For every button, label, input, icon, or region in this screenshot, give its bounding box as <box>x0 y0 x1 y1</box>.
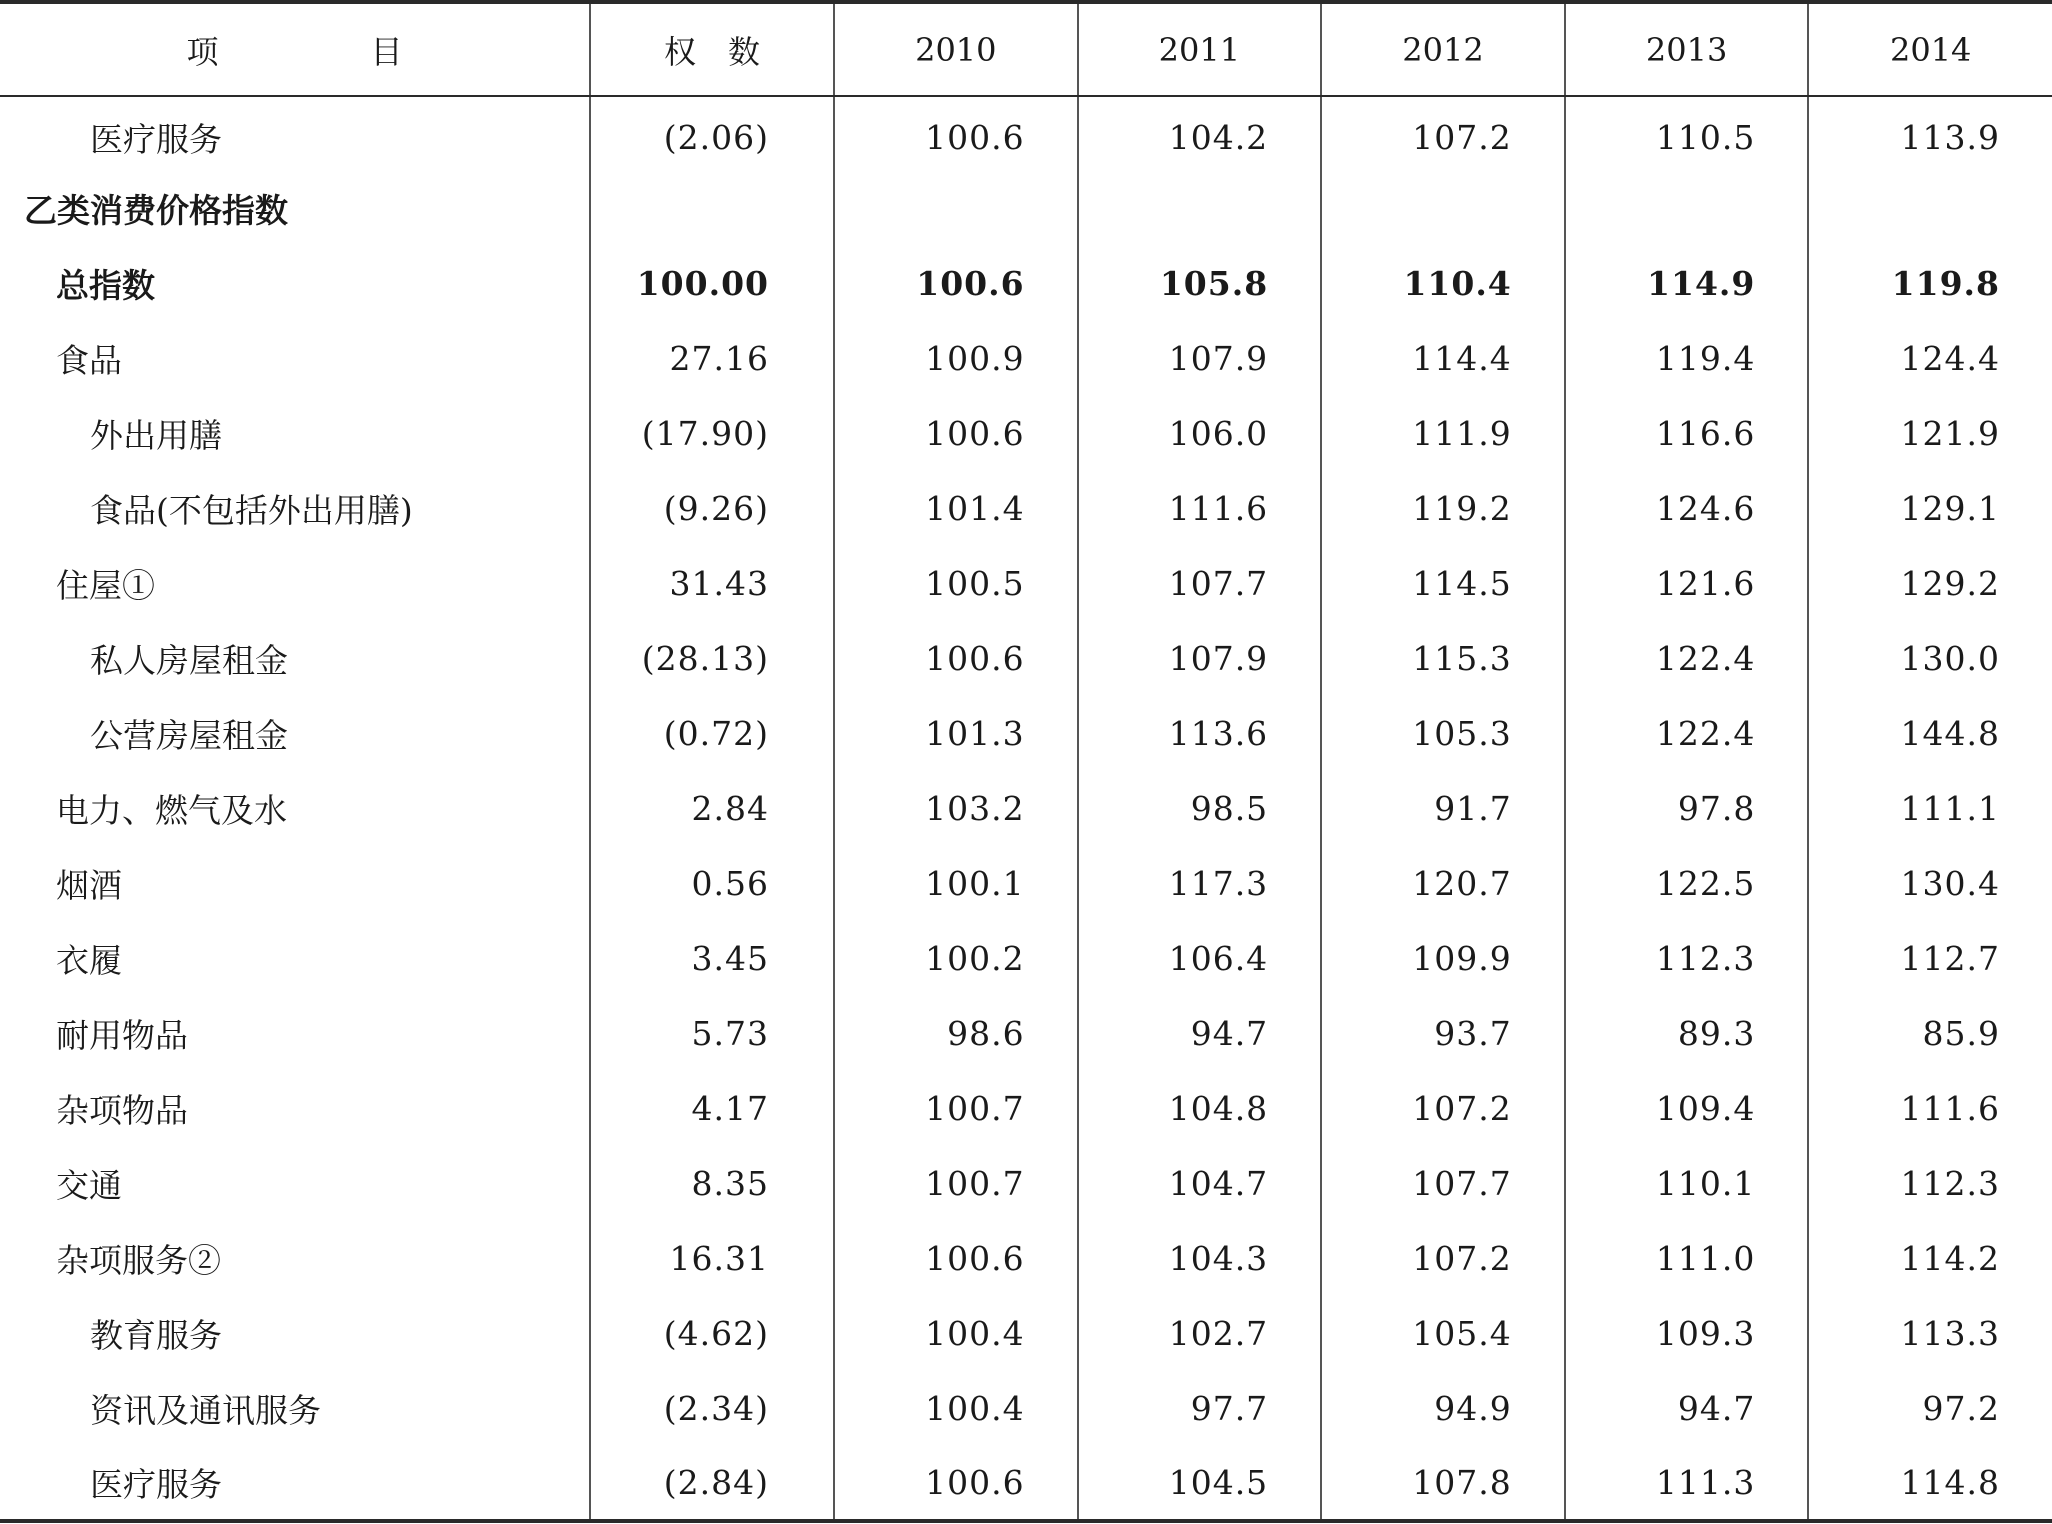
row-value-2014: 121.9 <box>1808 396 2052 471</box>
row-value-2012: 105.3 <box>1321 696 1565 771</box>
row-label: 交通 <box>56 1166 122 1205</box>
row-value-2014: 130.4 <box>1808 846 2052 921</box>
row-value-2010: 101.4 <box>834 471 1078 546</box>
row-value-2014: 97.2 <box>1808 1371 2052 1446</box>
row-value-2014: 130.0 <box>1808 621 2052 696</box>
table-row <box>0 1221 2052 1296</box>
row-value-2012: 107.2 <box>1321 1221 1565 1296</box>
row-value-2010: 100.1 <box>834 846 1078 921</box>
row-value-2011: 107.9 <box>1078 321 1322 396</box>
row-value-2014: 114.2 <box>1808 1221 2052 1296</box>
row-weight <box>590 171 834 246</box>
row-label: 食品 <box>56 341 122 380</box>
row-value-2013: 109.4 <box>1565 1071 1809 1146</box>
row-value-2010: 100.7 <box>834 1071 1078 1146</box>
row-value-2012: 119.2 <box>1321 471 1565 546</box>
row-value-2014: 114.8 <box>1808 1446 2052 1521</box>
row-label: 医疗服务 <box>90 119 222 159</box>
row-value-2013: 94.7 <box>1565 1371 1809 1446</box>
table-row <box>0 96 2052 171</box>
row-value-2012: 91.7 <box>1321 771 1565 846</box>
row-label: 杂项服务② <box>56 1241 221 1280</box>
row-value-2012: 120.7 <box>1321 846 1565 921</box>
row-value-2013: 122.4 <box>1565 621 1809 696</box>
row-value-2013: 119.4 <box>1565 321 1809 396</box>
header-year-2010: 2010 <box>834 2 1078 96</box>
row-value-2012: 111.9 <box>1321 396 1565 471</box>
row-value-2012: 109.9 <box>1321 921 1565 996</box>
row-value-2013: 121.6 <box>1565 546 1809 621</box>
table-row <box>0 621 2052 696</box>
row-value-2014: 119.8 <box>1808 246 2052 321</box>
row-value-2012: 107.2 <box>1321 1071 1565 1146</box>
row-value-2011: 104.3 <box>1078 1221 1322 1296</box>
row-weight: 3.45 <box>590 921 834 996</box>
row-label: 医疗服务 <box>0 1446 590 1521</box>
row-value-2010: 103.2 <box>834 771 1078 846</box>
row-label: 衣履 <box>56 941 122 980</box>
row-weight: 100.00 <box>590 246 834 321</box>
row-label: 外出用膳 <box>90 416 222 455</box>
row-value-2013: 109.3 <box>1565 1296 1809 1371</box>
row-weight: 0.56 <box>590 846 834 921</box>
row-value-2014: 113.3 <box>1808 1296 2052 1371</box>
row-weight: 2.84 <box>590 771 834 846</box>
row-value-2013: 110.1 <box>1565 1146 1809 1221</box>
row-value-2010: 100.6 <box>834 396 1078 471</box>
table-header <box>0 2 2052 96</box>
row-weight: 8.35 <box>590 1146 834 1221</box>
row-value-2011: 105.8 <box>1078 246 1322 321</box>
table-row <box>0 246 2052 321</box>
row-value-2010: 100.5 <box>834 546 1078 621</box>
table-row <box>0 1371 2052 1446</box>
row-value-2010: 100.6 <box>834 1221 1078 1296</box>
row-value-2011: 104.7 <box>1078 1146 1322 1221</box>
row-weight: (28.13) <box>590 621 834 696</box>
row-weight: (2.84) <box>590 1446 834 1521</box>
row-label: 耐用物品 <box>56 1016 188 1055</box>
row-value-2011: 94.7 <box>1078 996 1322 1071</box>
row-value-2014: 112.3 <box>1808 1146 2052 1221</box>
row-value-2012: 110.4 <box>1321 246 1565 321</box>
row-value-2012: 107.8 <box>1321 1446 1565 1521</box>
row-value-2010: 100.9 <box>834 321 1078 396</box>
table-row <box>0 996 2052 1071</box>
row-value-2012: 93.7 <box>1321 996 1565 1071</box>
row-value-2012: 114.5 <box>1321 546 1565 621</box>
header-year-2011: 2011 <box>1078 2 1322 96</box>
table-row <box>0 1071 2052 1146</box>
row-value-2012: 115.3 <box>1321 621 1565 696</box>
header-year-2013: 2013 <box>1565 2 1809 96</box>
row-value-2014: 124.4 <box>1808 321 2052 396</box>
row-value-2011 <box>1078 171 1322 246</box>
row-value-2014: 111.6 <box>1808 1071 2052 1146</box>
row-value-2011: 111.6 <box>1078 471 1322 546</box>
header-year-2014: 2014 <box>1808 2 2052 96</box>
row-value-2013: 114.9 <box>1565 246 1809 321</box>
row-value-2013 <box>1565 171 1809 246</box>
row-weight: (0.72) <box>590 696 834 771</box>
row-weight: 27.16 <box>590 321 834 396</box>
row-label: 住屋① <box>56 566 155 605</box>
table-row <box>0 1296 2052 1371</box>
row-weight: (2.34) <box>590 1371 834 1446</box>
table-row <box>0 696 2052 771</box>
table-row <box>0 396 2052 471</box>
row-weight: 4.17 <box>590 1071 834 1146</box>
header-weight: 权 数 <box>590 2 834 96</box>
row-value-2013: 124.6 <box>1565 471 1809 546</box>
row-weight: 16.31 <box>590 1221 834 1296</box>
row-label: 乙类消费价格指数 <box>24 191 288 230</box>
row-value-2014: 111.1 <box>1808 771 2052 846</box>
table-row <box>0 321 2052 396</box>
row-value-2010: 100.6 <box>834 1446 1078 1521</box>
row-value-2014: 112.7 <box>1808 921 2052 996</box>
row-value-2010: 100.4 <box>834 1371 1078 1446</box>
row-value-2012: 107.2 <box>1321 96 1565 171</box>
row-label: 食品(不包括外出用膳) <box>90 491 413 530</box>
row-value-2013: 110.5 <box>1565 96 1809 171</box>
header-row <box>0 2 2052 96</box>
row-value-2010: 100.6 <box>834 246 1078 321</box>
row-value-2012: 94.9 <box>1321 1371 1565 1446</box>
row-value-2010: 98.6 <box>834 996 1078 1071</box>
row-weight: (9.26) <box>590 471 834 546</box>
table-row <box>0 471 2052 546</box>
row-value-2012: 105.4 <box>1321 1296 1565 1371</box>
row-value-2013: 122.5 <box>1565 846 1809 921</box>
row-label: 资讯及通讯服务 <box>90 1391 321 1430</box>
row-value-2014: 113.9 <box>1808 96 2052 171</box>
row-value-2010: 100.4 <box>834 1296 1078 1371</box>
table-row <box>0 846 2052 921</box>
row-label: 烟酒 <box>56 866 122 905</box>
row-value-2012: 107.7 <box>1321 1146 1565 1221</box>
row-value-2013: 111.0 <box>1565 1221 1809 1296</box>
header-item: 项 目 <box>0 2 590 96</box>
row-value-2014: 129.2 <box>1808 546 2052 621</box>
row-label: 公营房屋租金 <box>90 716 288 755</box>
row-value-2012: 114.4 <box>1321 321 1565 396</box>
row-value-2011: 106.0 <box>1078 396 1322 471</box>
table-row <box>0 771 2052 846</box>
row-value-2011: 107.9 <box>1078 621 1322 696</box>
row-value-2010: 100.6 <box>834 621 1078 696</box>
row-value-2011: 104.2 <box>1078 96 1322 171</box>
row-value-2014: 144.8 <box>1808 696 2052 771</box>
row-weight: (2.06) <box>590 96 834 171</box>
row-weight: 5.73 <box>590 996 834 1071</box>
row-label: 教育服务 <box>90 1316 222 1355</box>
row-value-2011: 106.4 <box>1078 921 1322 996</box>
row-value-2014: 85.9 <box>1808 996 2052 1071</box>
row-value-2011: 117.3 <box>1078 846 1322 921</box>
table-row <box>0 921 2052 996</box>
table-row <box>0 1146 2052 1221</box>
row-value-2014 <box>1808 171 2052 246</box>
row-value-2011: 97.7 <box>1078 1371 1322 1446</box>
row-label: 总指数 <box>56 266 155 305</box>
row-value-2011: 104.8 <box>1078 1071 1322 1146</box>
row-label: 电力、燃气及水 <box>56 791 287 830</box>
row-value-2013: 122.4 <box>1565 696 1809 771</box>
row-value-2011: 107.7 <box>1078 546 1322 621</box>
row-value-2010: 100.7 <box>834 1146 1078 1221</box>
table-row <box>0 171 2052 246</box>
row-value-2010: 100.6 <box>834 96 1078 171</box>
table-body <box>0 96 2052 1521</box>
row-value-2013: 111.3 <box>1565 1446 1809 1521</box>
row-value-2011: 98.5 <box>1078 771 1322 846</box>
header-year-2012: 2012 <box>1321 2 1565 96</box>
row-value-2010: 101.3 <box>834 696 1078 771</box>
row-label: 私人房屋租金 <box>90 641 288 680</box>
table-row <box>0 1446 2052 1521</box>
table-row <box>0 546 2052 621</box>
row-weight: (17.90) <box>590 396 834 471</box>
row-value-2013: 116.6 <box>1565 396 1809 471</box>
row-weight: (4.62) <box>590 1296 834 1371</box>
row-value-2010 <box>834 171 1078 246</box>
row-value-2011: 102.7 <box>1078 1296 1322 1371</box>
row-value-2014: 129.1 <box>1808 471 2052 546</box>
row-weight: 31.43 <box>590 546 834 621</box>
row-label: 杂项物品 <box>56 1091 188 1130</box>
row-value-2011: 104.5 <box>1078 1446 1322 1521</box>
row-value-2010: 100.2 <box>834 921 1078 996</box>
row-value-2013: 112.3 <box>1565 921 1809 996</box>
row-value-2011: 113.6 <box>1078 696 1322 771</box>
row-value-2013: 89.3 <box>1565 996 1809 1071</box>
row-value-2013: 97.8 <box>1565 771 1809 846</box>
row-value-2012 <box>1321 171 1565 246</box>
